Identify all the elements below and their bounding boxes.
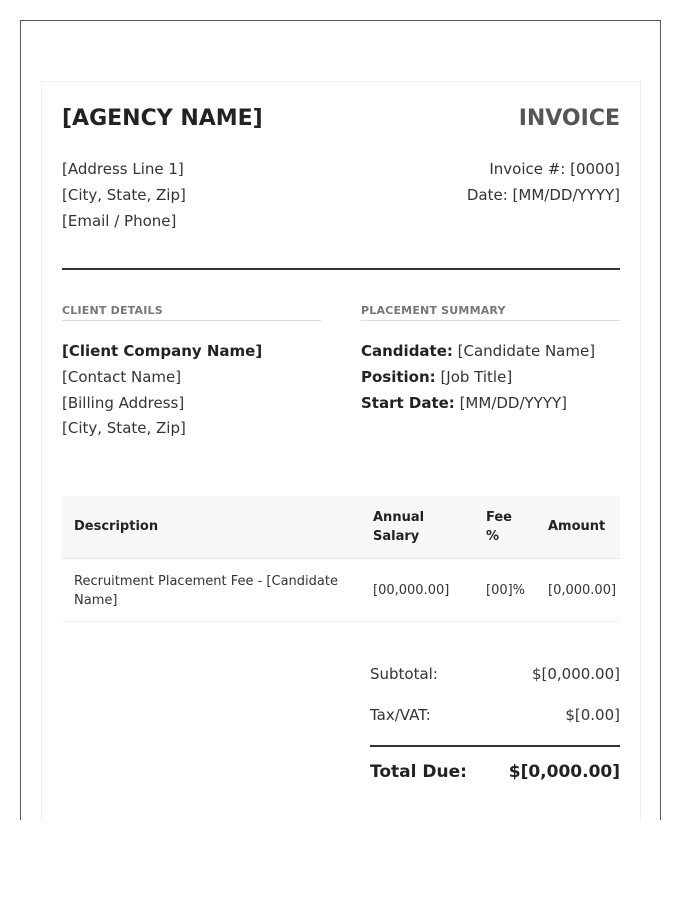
- row-amount: [0,000.00]: [548, 583, 617, 598]
- row-fee-percent: [00]%: [486, 583, 526, 598]
- table-header-border: [62, 558, 620, 559]
- position-label: Position:: [361, 368, 436, 386]
- subtotal-value: $[0,000.00]: [531, 665, 620, 683]
- col-description: Description: [74, 519, 159, 534]
- totals-divider: [370, 745, 620, 747]
- invoice-number: Invoice #: [0000]: [489, 160, 620, 178]
- header-divider: [62, 268, 620, 270]
- invoice-title: INVOICE: [518, 106, 620, 131]
- invoice-date: Date: [MM/DD/YYYY]: [466, 186, 620, 204]
- position-row: [361, 368, 512, 386]
- placement-summary-underline: [361, 320, 620, 321]
- client-billing-address: [Billing Address]: [62, 394, 185, 412]
- candidate-row: [361, 342, 595, 360]
- col-fee-percent: Fee %: [486, 510, 512, 544]
- placement-summary-label: PLACEMENT SUMMARY: [361, 304, 506, 317]
- row-description: Recruitment Placement Fee - [Candidate Name]: [74, 574, 338, 608]
- start-date-row: [361, 394, 567, 412]
- table-row-border: [62, 621, 620, 622]
- address-contact: [Email / Phone]: [62, 212, 177, 230]
- subtotal-label: Subtotal:: [370, 665, 438, 683]
- col-amount: Amount: [548, 519, 606, 534]
- client-company: [Client Company Name]: [62, 342, 263, 360]
- address-line-1: [Address Line 1]: [62, 160, 184, 178]
- client-details-underline: [62, 320, 321, 321]
- position-value: [Job Title]: [435, 368, 513, 386]
- agency-name: [AGENCY NAME]: [62, 106, 263, 131]
- total-due-label: Total Due:: [370, 762, 467, 782]
- candidate-label: Candidate:: [361, 342, 453, 360]
- client-contact: [Contact Name]: [62, 368, 182, 386]
- candidate-value: [Candidate Name]: [452, 342, 596, 360]
- start-date-label: Start Date:: [361, 394, 455, 412]
- client-city: [City, State, Zip]: [62, 419, 186, 437]
- tax-value: $[0.00]: [565, 706, 620, 724]
- total-due-value: $[0,000.00]: [508, 762, 620, 782]
- address-city: [City, State, Zip]: [62, 186, 186, 204]
- col-annual-salary: Annual Salary: [373, 510, 425, 544]
- start-date-value: [MM/DD/YYYY]: [454, 394, 568, 412]
- row-annual-salary: [00,000.00]: [373, 583, 450, 598]
- client-details-label: CLIENT DETAILS: [62, 304, 163, 317]
- tax-label: Tax/VAT:: [370, 706, 431, 724]
